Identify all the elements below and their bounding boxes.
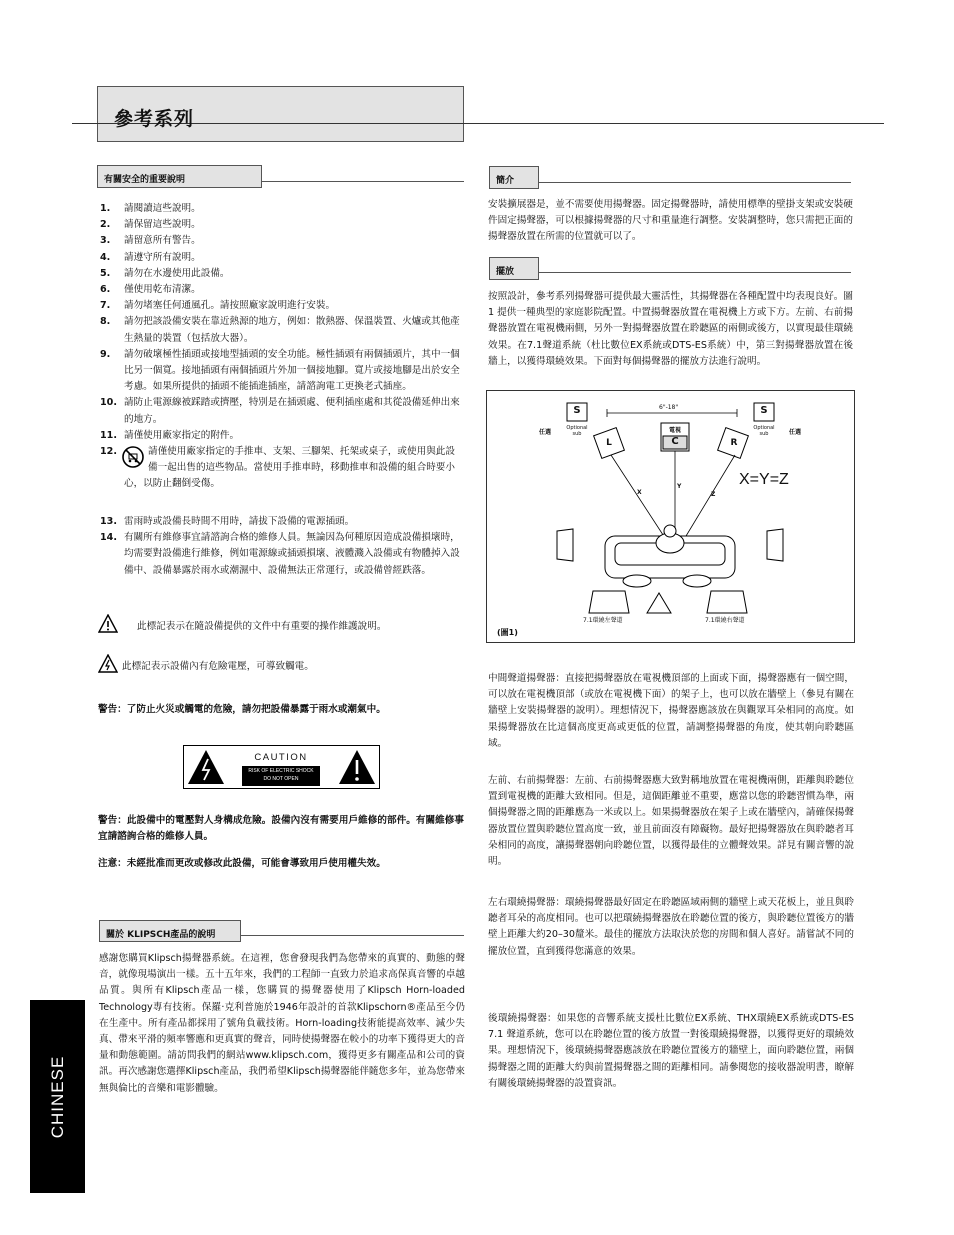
intro-heading: 簡介 xyxy=(489,166,539,189)
warning-note-2: 此標記表示設備內有危險電壓，可導致觸電。 xyxy=(122,661,314,672)
optional-left-en: Optional sub xyxy=(566,425,588,437)
placement-heading: 擺放 xyxy=(489,257,539,280)
equal-distance-label: X=Y=Z xyxy=(739,471,789,488)
sub-left-label: S xyxy=(573,405,581,416)
sub-right-label: S xyxy=(760,405,768,416)
page-title: 參考系列 xyxy=(114,108,195,130)
caution-line-1: RISK OF ELECTRIC SHOCK xyxy=(248,768,314,774)
list-item: 11. 請僅使用廠家指定的附件。 xyxy=(100,429,240,441)
list-item: 12. 請僅使用廠家指定的手推車、支架、三腳架、托架或桌子，或使用與此設備一起出售的這些物品。當使用手推車時，移動推車和設備的組合時要小心，以防止翻倒受傷。 xyxy=(100,446,455,490)
placement-diagram xyxy=(486,390,855,643)
notice-paragraph: 注意：未經批准而更改或修改此設備，可能會導致用戶使用權失效。 xyxy=(98,858,386,869)
warning-paragraph: 警告：了防止火災或觸電的危險，請勿把設備暴露于雨水或潮氣中。 xyxy=(98,704,386,715)
list-item: 4. 請遵守所有說明。 xyxy=(100,251,201,263)
section-rule xyxy=(539,182,851,183)
list-item: 10. 請防止電源線被踩踏或擠壓，特別是在插頭處、便利插座處和其從設備延伸出來的地方。 xyxy=(100,397,460,425)
list-item: 13. 雷雨時或設備長時間不用時，請拔下設備的電源插頭。 xyxy=(100,516,355,527)
center-speaker-paragraph: 中間聲道揚聲器：直接把揚聲器放在電視機頂部的上面或下面，揚聲器應有一個空間，可以放在電視機頂部（或放在電視機下面）的架子上，也可以放在牆壁上（參見有關在牆壁上安裝揚聲器的說明）。理想情況下，揚聲器應該放在與觀眾耳朵相同的高度。如果揚聲器放在比這個高度更高或更低的位置，請調整揚聲器的角度，使其朝向聆聽區域。 xyxy=(488,673,854,749)
safety-list xyxy=(100,201,464,493)
intro-paragraph: 安裝擴展器是，並不需要使用揚聲器。固定揚聲器時，請使用標準的壁掛支架或安裝硬件固定揚聲器，可以根據揚聲器的尺寸和重量進行調整。安裝調整時，您只需把正面的揚聲器放置在所需的位置就可以了。 xyxy=(488,199,853,243)
list-item: 8. 請勿把該設備安裝在靠近熱源的地方，例如：散熱器、保溫裝置、火爐或其他產生熱量的裝置（包括放大器）。 xyxy=(100,316,460,344)
center-speaker-label: C xyxy=(671,436,679,447)
placement-paragraph: 按照設計，參考系列揚聲器可提供最大靈活性，其揚聲器在各種配置中均表現良好。圖1 提供一種典型的家庭影院配置。中置揚聲器放置在電視機上方或下方。左前、右前揚聲器放置在電視機兩側，另外一對揚聲器放置在聆聽區的兩側或後方，以實現最佳環繞效果。在7.1聲道系統（杜比數位EX系統或DTS-ES系統）中，第三對揚聲器放置在後牆上，以獲得環繞效果。下面對每個揚聲器的擺放方法進行說明。 xyxy=(488,291,853,367)
list-item: 14. 有關所有維修事宜請諮詢合格的維修人員。無論因為何種原因造成設備損壞時，均需要對設備進行維修，例如電源線或插頭損壞、液體濺入設備或有物體掉入設備中、設備暴露於雨水或潮濕中、設備無法正常運行，或設備曾經跌落。 xyxy=(100,532,460,576)
warning-2-paragraph: 警告：此設備中的電壓對人身構成危險。設備內沒有需要用戶維修的部件。有關維修事宜請諮詢合格的維修人員。 xyxy=(98,815,464,843)
list-item: 6. 僅使用乾布清潔。 xyxy=(100,284,201,296)
language-tab xyxy=(30,1000,85,1193)
section-rule xyxy=(241,935,464,936)
list-item: 2. 請保留這些說明。 xyxy=(100,219,201,231)
right-speaker-label: R xyxy=(730,438,738,448)
z-label: Z xyxy=(711,491,716,498)
tv-label: 電視 xyxy=(668,427,681,434)
distance-label: 6"-18" xyxy=(659,404,679,411)
list-item: 9. 請勿破壞極性插頭或接地型插頭的安全功能。極性插頭有兩個插頭片，其中一個比另一個寬。接地插頭有兩個插頭片外加一個接地腳。寬片或接地腳是出於安全考慮。如果所提供的插頭不能插進插座，請諮詢電工更換老式插座。 xyxy=(100,348,460,393)
caution-line-2: DO NOT OPEN xyxy=(263,776,299,782)
section-rule xyxy=(262,181,464,182)
rear-left-label: 7.1環繞左聲道 xyxy=(583,617,623,624)
safety-list-continued xyxy=(100,514,464,579)
section-rule xyxy=(539,272,851,273)
caution-title: CAUTION xyxy=(254,752,308,763)
front-speakers-paragraph: 左前、右前揚聲器：左前、右前揚聲器應大致對稱地放置在電視機兩側，距離與聆聽位置到電視機的距離大致相同。但是，這個距離並不重要，應當以您的聆聽習慣為準，兩個揚聲器之間的距離應為一米或以上。如果揚聲器放在架子上或在牆壁內，請確保揚聲器放置位置與聆聽位置高度一致，並且前面沒有障礙物。最好把揚聲器放在與聆聽者耳朵相同的高度，讓揚聲器朝向聆聽位置，以獲得最佳的立體聲效果。詳見有關音響的說明。 xyxy=(488,775,854,868)
list-item: 3. 請留意所有警告。 xyxy=(100,235,201,247)
optional-left-cn: 任選 xyxy=(539,429,552,436)
left-speaker-label: L xyxy=(606,438,612,448)
list-item: 7. 請勿堵塞任何通風孔。請按照廠家說明進行安裝。 xyxy=(100,300,336,312)
figure-caption: (圖1) xyxy=(497,628,518,637)
rear-surround-paragraph: 後環繞揚聲器：如果您的音響系統支援杜比數位EX系統、THX環繞EX系統或DTS-ES 7.1 聲道系統，您可以在聆聽位置的後方放置一對後環繞揚聲器，以獲得更好的環繞效果。理想情況下，後環繞揚聲器應該放在聆聽位置後方的牆壁上，面向聆聽位置，兩個揚聲器之間的距離大約與前置揚聲器之間的距離相同。請參閱您的接收器說明書，瞭解有關後環繞揚聲器的設置資訊。 xyxy=(488,1013,854,1089)
list-item: 5. 請勿在水邊使用此設備。 xyxy=(100,267,230,279)
lightning-triangle-icon xyxy=(98,654,118,674)
optional-right-en: Optional sub xyxy=(753,425,775,437)
caution-label xyxy=(183,745,380,789)
exclamation-triangle-icon xyxy=(98,614,118,634)
optional-right-cn: 任選 xyxy=(789,429,802,436)
klipsch-heading: 關於 KLIPSCH產品的說明 xyxy=(99,920,241,942)
list-item: 1. 請閱讀這些說明。 xyxy=(100,203,201,214)
safety-heading: 有關安全的重要說明 xyxy=(97,165,262,188)
cart-warning-icon xyxy=(122,446,144,468)
x-label: X xyxy=(637,489,642,496)
language-tab-label: CHINESE xyxy=(47,1055,67,1138)
warning-note-1: 此標記表示在隨設備提供的文件中有重要的操作維護說明。 xyxy=(137,621,387,632)
rear-right-label: 7.1環繞右聲道 xyxy=(705,617,745,624)
y-label: Y xyxy=(677,483,682,490)
surround-speakers-paragraph: 左右環繞揚聲器：環繞揚聲器最好固定在聆聽區域兩側的牆壁上或天花板上，並且與聆聽者耳朵的高度相同。也可以把環繞揚聲器放在聆聽位置的後方，與聆聽位置後方的牆壁上距離大約20–30釐米。最佳的擺放方法取決於您的房間和個人喜好。請嘗試不同的擺放位置，直到獲得您滿意的效果。 xyxy=(488,897,854,957)
klipsch-paragraph: 感謝您購買Klipsch揚聲器系統。在這裡，您會發現我們為您帶來的真實的、動態的聲音，就像現場演出一樣。五十五年來，我們的工程師一直致力於追求高保真音響的卓越品質。與所有Klipsch產品一樣，您購買的揚聲器使用了Klipsch Horn-loaded Technology專有技術。保羅·克利普施於1946年設計的首款Klipschorn®產品至今仍在生產中。所有產品都採用了號角負載技術。Horn-loading技術能提高效率、減少失真、帶來平滑的頻率響應和更真實的聲音，同時使揚聲器在較小的功率下獲得更大的音量和動態範圍。請訪問我們的網站www.klipsch.com，獲得更多有關產品和公司的資訊。再次感謝您選擇Klipsch產品，我們希望Klipsch揚聲器能伴隨您多年，並為您帶來無與倫比的音樂和電影體驗。 xyxy=(99,953,465,1094)
